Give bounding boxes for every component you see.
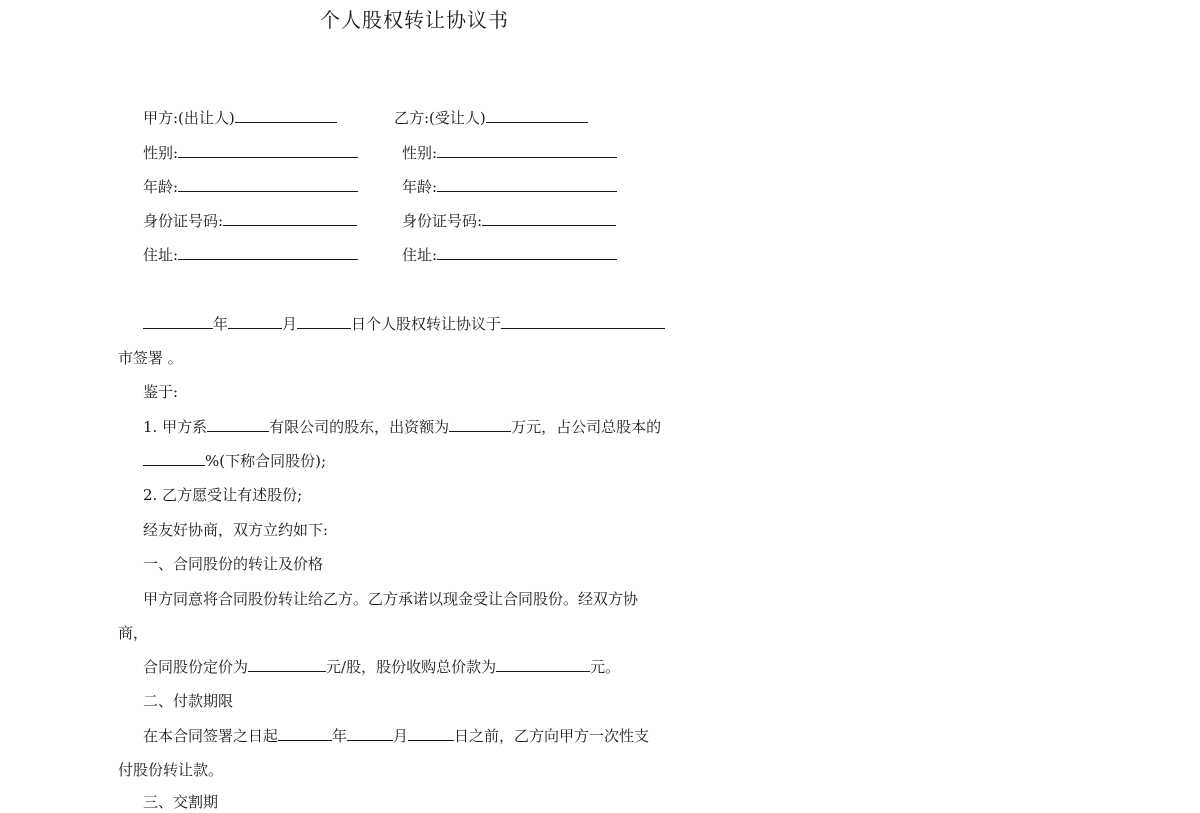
party-b-id-line bbox=[402, 210, 616, 232]
payment-month-blank[interactable] bbox=[347, 725, 393, 741]
year-blank[interactable] bbox=[143, 313, 213, 329]
party-a-id-line bbox=[143, 210, 357, 232]
percent-blank[interactable] bbox=[143, 450, 205, 466]
payment-line1 bbox=[143, 725, 649, 747]
party-b-line bbox=[394, 107, 588, 129]
day-blank[interactable] bbox=[297, 313, 351, 329]
city-blank[interactable] bbox=[501, 313, 665, 329]
party-a-age-line bbox=[143, 176, 358, 198]
party-a-gender-blank[interactable] bbox=[178, 142, 358, 158]
company-blank[interactable] bbox=[207, 416, 269, 432]
agreement-intro: 经友好协商，双方立约如下: bbox=[143, 521, 329, 539]
party-b-label: 乙方:(受让人) bbox=[394, 109, 486, 127]
payment-a: 在本合同签署之日起 bbox=[143, 727, 279, 745]
item1-d: %(下称合同股份); bbox=[205, 452, 327, 470]
capital-blank[interactable] bbox=[449, 416, 511, 432]
payment-year-blank[interactable] bbox=[278, 725, 332, 741]
party-a-gender-line bbox=[143, 142, 358, 164]
payment-month-label: 月 bbox=[393, 727, 409, 745]
section2-heading: 二、付款期限 bbox=[143, 692, 234, 710]
whereas-text: 鉴于: bbox=[143, 383, 179, 401]
item1-line bbox=[143, 416, 661, 438]
unit-price-blank[interactable] bbox=[248, 656, 326, 672]
party-b-address-blank[interactable] bbox=[437, 244, 617, 260]
party-b-gender-label: 性别: bbox=[402, 144, 438, 162]
party-b-address-line bbox=[402, 244, 617, 266]
item2-text: 2. 乙方愿受让有述股份; bbox=[143, 486, 303, 504]
signed-at-text: 市签署 。 bbox=[118, 349, 183, 367]
party-a-id-label: 身份证号码: bbox=[143, 212, 224, 230]
date-line bbox=[143, 313, 665, 335]
party-b-gender-line bbox=[402, 142, 617, 164]
party-b-age-line bbox=[402, 176, 617, 198]
party-a-gender-label: 性别: bbox=[143, 144, 179, 162]
party-a-label: 甲方:(出让人) bbox=[143, 109, 235, 127]
year-label: 年 bbox=[213, 315, 229, 333]
price-a: 合同股份定价为 bbox=[143, 658, 249, 676]
payment-line2: 付股份转让款。 bbox=[118, 761, 224, 779]
day-label: 日个人股权转让协议于 bbox=[351, 315, 502, 333]
total-price-blank[interactable] bbox=[496, 656, 590, 672]
party-b-id-label: 身份证号码: bbox=[402, 212, 483, 230]
month-label: 月 bbox=[282, 315, 298, 333]
item1-line2 bbox=[143, 450, 326, 472]
month-blank[interactable] bbox=[228, 313, 282, 329]
party-b-address-label: 住址: bbox=[402, 246, 438, 264]
price-c: 元。 bbox=[590, 658, 621, 676]
party-a-address-blank[interactable] bbox=[178, 244, 358, 260]
party-a-id-blank[interactable] bbox=[223, 210, 357, 226]
price-b: 元/股，股份收购总价款为 bbox=[326, 658, 497, 676]
party-a-age-blank[interactable] bbox=[178, 176, 358, 192]
party-b-age-label: 年龄: bbox=[402, 178, 438, 196]
section3-heading-partial: 三、交割期 bbox=[143, 793, 219, 811]
item1-a: 1. 甲方系 bbox=[143, 418, 208, 436]
price-line bbox=[143, 656, 620, 678]
party-a-age-label: 年龄: bbox=[143, 178, 179, 196]
party-b-gender-blank[interactable] bbox=[437, 142, 617, 158]
party-a-line bbox=[143, 107, 337, 129]
party-b-id-blank[interactable] bbox=[482, 210, 616, 226]
payment-day-blank[interactable] bbox=[408, 725, 454, 741]
party-b-age-blank[interactable] bbox=[437, 176, 617, 192]
page-title: 个人股权转让协议书 bbox=[320, 8, 509, 32]
party-a-blank[interactable] bbox=[235, 107, 337, 123]
item1-b: 有限公司的股东，出资额为 bbox=[269, 418, 450, 436]
party-b-blank[interactable] bbox=[486, 107, 588, 123]
section1-heading: 一、合同股份的转让及价格 bbox=[143, 555, 324, 573]
party-a-address-label: 住址: bbox=[143, 246, 179, 264]
payment-d: 日之前，乙方向甲方一次性支 bbox=[454, 727, 650, 745]
section1-para-line1: 甲方同意将合同股份转让给乙方。乙方承诺以现金受让合同股份。经双方协 bbox=[143, 590, 639, 608]
party-a-address-line bbox=[143, 244, 358, 266]
section1-para-line2: 商， bbox=[118, 624, 149, 642]
item1-c: 万元，占公司总股本的 bbox=[511, 418, 662, 436]
payment-year-label: 年 bbox=[332, 727, 348, 745]
